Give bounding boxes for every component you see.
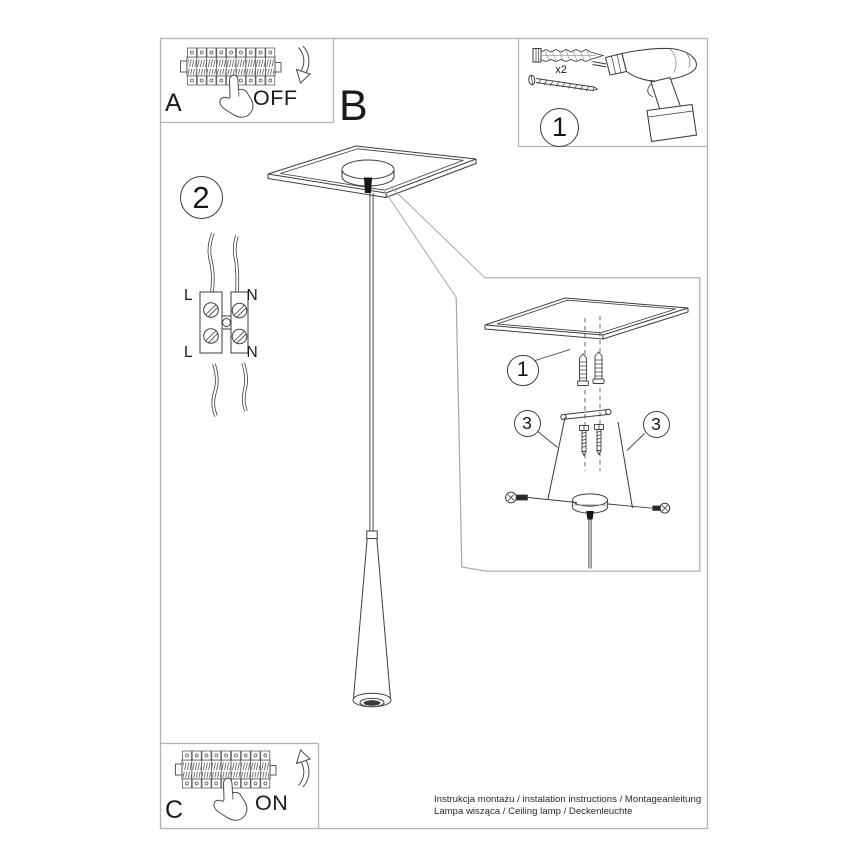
terminal-block-icon — [200, 292, 248, 353]
arrow-down-icon — [297, 46, 311, 83]
detail-step-1-badge — [507, 355, 539, 387]
footer-line-2: Lampa wisząca / Ceiling lamp / Deckenleuchte — [434, 805, 633, 817]
step-c-label: C — [165, 796, 184, 824]
step-2-number: 2 — [192, 179, 210, 215]
detail-step-1-number: 1 — [516, 358, 529, 382]
detail-step-3-right-number: 3 — [651, 414, 661, 434]
wire-label-l-bottom: L — [184, 343, 193, 361]
wire-label-n-top: N — [246, 287, 258, 304]
detail-step-3-left-number: 3 — [522, 412, 532, 433]
footer-text — [434, 794, 701, 818]
detail-callout — [384, 186, 700, 571]
pendant-lamp-illustration — [268, 146, 476, 707]
wiring-diagram — [200, 233, 248, 416]
step-a-label: A — [165, 89, 182, 117]
step-b-label: B — [339, 82, 368, 130]
wall-plug-screw-icon — [578, 354, 589, 386]
power-on-label: ON — [255, 791, 289, 815]
parts-step-number: 1 — [551, 111, 568, 142]
arrow-up-icon — [297, 750, 311, 787]
step-c-illustration — [176, 750, 311, 820]
mounting-screw-icon — [528, 75, 597, 91]
parts-step-badge — [540, 108, 579, 147]
wall-plug-icon — [533, 49, 603, 63]
power-off-label: OFF — [253, 86, 298, 110]
wall-plug-screw-icon — [593, 352, 604, 384]
detail-step-3-right-badge — [643, 411, 670, 438]
wire-label-l-top: L — [184, 287, 193, 304]
wire-label-n-bottom: N — [246, 343, 258, 361]
power-drill-icon — [593, 48, 697, 141]
step-2-badge — [180, 176, 223, 219]
detail-step-3-left-badge — [514, 410, 541, 437]
parts-quantity-label: x2 — [555, 64, 567, 76]
footer-line-1: Instrukcja montażu / instalation instructions / Montageanleitung — [434, 794, 702, 805]
